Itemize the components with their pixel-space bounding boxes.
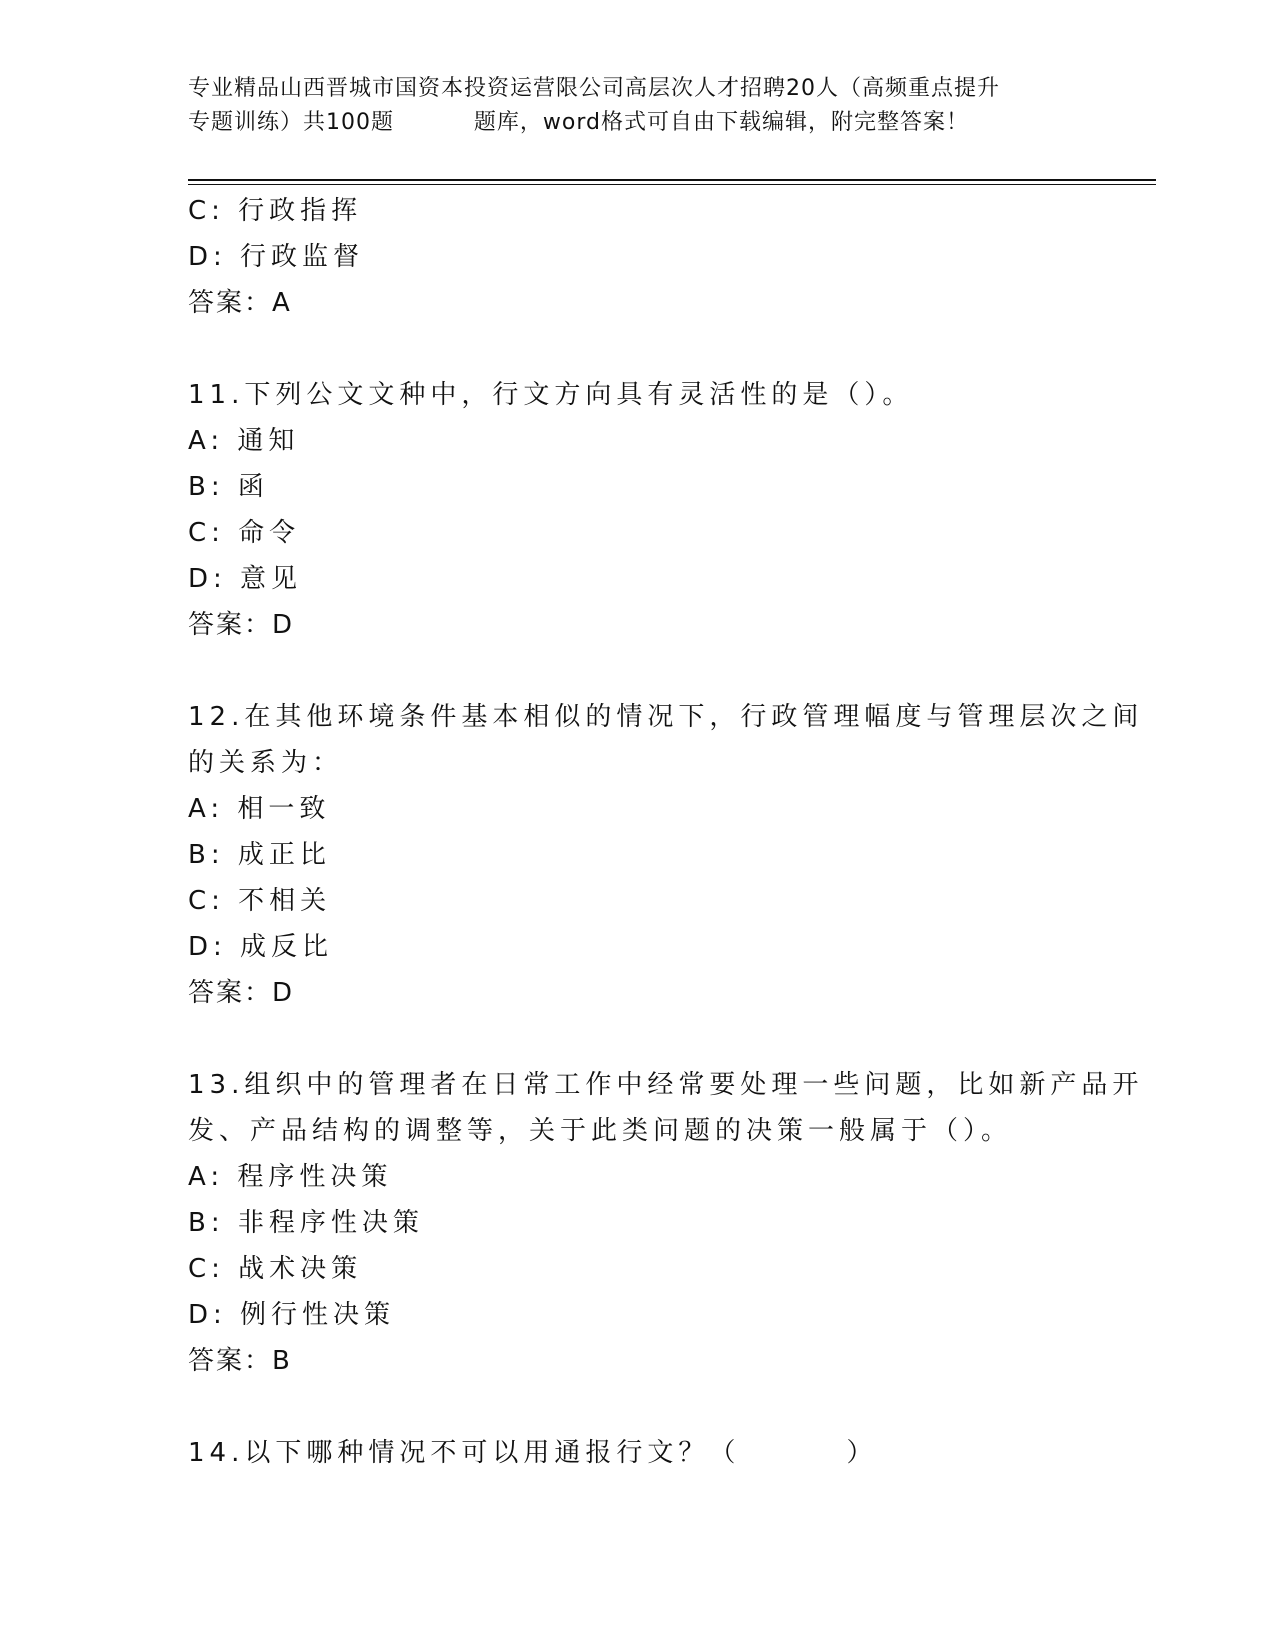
question-11 — [188, 372, 1088, 648]
answer-line: 答案：D — [188, 610, 295, 640]
option-c: C: 不相关 — [188, 886, 332, 916]
question-stem-line-2: 发、产品结构的调整等，关于此类问题的决策一般属于（）。 — [188, 1116, 1013, 1146]
question-stem-line-2: 的关系为： — [188, 748, 344, 778]
question-content — [188, 188, 1144, 1476]
question-13 — [188, 1062, 1144, 1384]
answer-line: 答案：B — [188, 1346, 292, 1376]
question-stem-line-1: 12.在其他环境条件基本相似的情况下，行政管理幅度与管理层次之间 — [188, 702, 1144, 732]
question-stem: 14.以下哪种情况不可以用通报行文？（ ） — [188, 1438, 878, 1468]
answer-line: 答案：A — [188, 288, 292, 318]
header-line-2: 专题训练）共100题 题库，word格式可自由下载编辑，附完整答案！ — [188, 110, 970, 135]
header-rule-thin — [188, 184, 1156, 185]
answer-line: 答案：D — [188, 978, 295, 1008]
option-c: C: 行政指挥 — [188, 196, 363, 226]
spacer — [188, 648, 1088, 694]
document-header — [188, 72, 1088, 140]
option-c: C: 命令 — [188, 518, 301, 548]
header-line-1: 专业精品山西晋城市国资本投资运营限公司高层次人才招聘20人（高频重点提升 — [188, 76, 1000, 101]
question-stem: 11.下列公文文种中，行文方向具有灵活性的是（）。 — [188, 380, 914, 410]
option-d: D: 成反比 — [188, 932, 334, 962]
option-d: D: 例行性决策 — [188, 1300, 396, 1330]
option-a: A: 通知 — [188, 426, 300, 456]
spacer — [188, 326, 1088, 372]
question-14 — [188, 1430, 1088, 1476]
option-a: A: 程序性决策 — [188, 1162, 393, 1192]
option-c: C: 战术决策 — [188, 1254, 363, 1284]
previous-question-tail — [188, 188, 1088, 326]
option-a: A: 相一致 — [188, 794, 331, 824]
option-d: D: 意见 — [188, 564, 303, 594]
option-b: B: 函 — [188, 472, 269, 502]
option-b: B: 非程序性决策 — [188, 1208, 424, 1238]
question-stem-line-1: 13.组织中的管理者在日常工作中经常要处理一些问题，比如新产品开 — [188, 1070, 1144, 1100]
question-12 — [188, 694, 1144, 1016]
spacer — [188, 1384, 1088, 1430]
option-d: D: 行政监督 — [188, 242, 365, 272]
spacer — [188, 1016, 1088, 1062]
option-b: B: 成正比 — [188, 840, 331, 870]
header-rule-thick — [188, 179, 1156, 181]
